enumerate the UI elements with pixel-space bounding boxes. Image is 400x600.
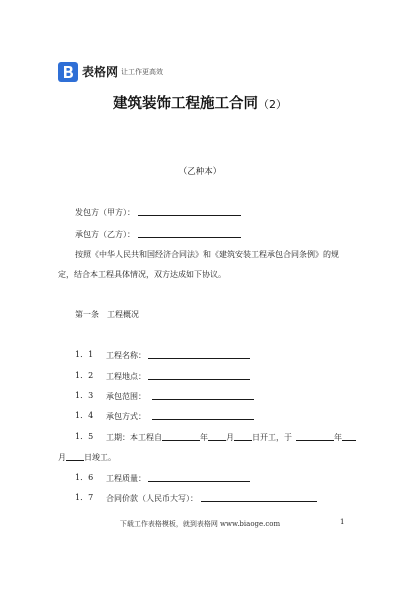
item-1-3-label: 承包范围： [106, 392, 146, 401]
footer-text: 下载工作表格模板，就到表格网 www.biaoge.com [119, 520, 281, 528]
title-number: （2） [258, 98, 287, 111]
item-1-5-continued [58, 452, 116, 463]
start-year-blank [162, 432, 200, 441]
end-month-blank-start [342, 432, 356, 441]
brand-logo-icon [58, 62, 78, 82]
item-1-6 [106, 473, 250, 484]
item-1-4-number: 1．4 [75, 411, 94, 420]
item-1-1-label: 工程名称： [106, 351, 146, 360]
party-b-line [75, 229, 241, 240]
item-1-3-number: 1．3 [75, 391, 94, 400]
item-1-1-number: 1．1 [75, 350, 94, 359]
party-a-label: 发包方（甲方）： [75, 208, 135, 217]
start-day-blank [234, 432, 252, 441]
start-month-label: 月 [226, 433, 234, 442]
item-1-5 [106, 432, 356, 443]
item-1-7 [106, 493, 317, 504]
party-a-blank [138, 207, 241, 216]
item-1-4 [106, 411, 254, 422]
title-text: 建筑装饰工程施工合同 [113, 96, 258, 112]
item-1-5-number: 1．5 [75, 432, 94, 441]
item-1-4-label: 承包方式： [106, 412, 146, 421]
end-month-label: 月 [58, 453, 66, 462]
party-b-blank [138, 229, 241, 238]
item-1-3 [106, 391, 254, 402]
end-year-blank [296, 432, 334, 441]
item-1-2-blank [148, 371, 250, 380]
brand-slogan: 让工作更高效 [121, 68, 163, 76]
intro-line-1: 按照《中华人民共和国经济合同法》和《建筑安装工程承包合同条例》的规 [75, 250, 339, 259]
item-1-5-text: 工期：本工程自 [106, 433, 162, 442]
item-1-3-blank [152, 391, 254, 400]
item-1-1 [106, 350, 250, 361]
item-1-2 [106, 371, 250, 382]
item-1-2-label: 工程地点： [106, 372, 146, 381]
item-1-7-blank [201, 493, 317, 502]
item-1-7-label: 合同价款（人民币大写）： [106, 494, 198, 503]
item-1-4-blank [152, 411, 254, 420]
item-1-6-blank [148, 473, 250, 482]
intro-line-2: 定，结合本工程具体情况，双方达成如下协议。 [58, 270, 226, 279]
item-1-2-number: 1．2 [75, 371, 94, 380]
brand-name: 表格网 [82, 65, 119, 79]
page-number: 1 [340, 518, 345, 526]
item-1-6-label: 工程质量： [106, 474, 146, 483]
article-1-heading: 第一条 工程概况 [75, 310, 139, 319]
item-1-1-blank [148, 350, 250, 359]
item-1-7-number: 1．7 [75, 493, 94, 502]
document-subtitle: （乙种本） [178, 167, 222, 177]
document-title [0, 92, 400, 113]
end-year-label: 年 [334, 433, 342, 442]
start-year-label: 年 [200, 433, 208, 442]
item-1-6-number: 1．6 [75, 473, 94, 482]
end-day-blank [66, 452, 84, 461]
start-month-blank [208, 432, 226, 441]
end-day-label: 日竣工。 [84, 453, 116, 462]
party-b-label: 承包方（乙方）： [75, 230, 135, 239]
party-a-line [75, 207, 241, 218]
start-day-label: 日开工，于 [252, 433, 292, 442]
